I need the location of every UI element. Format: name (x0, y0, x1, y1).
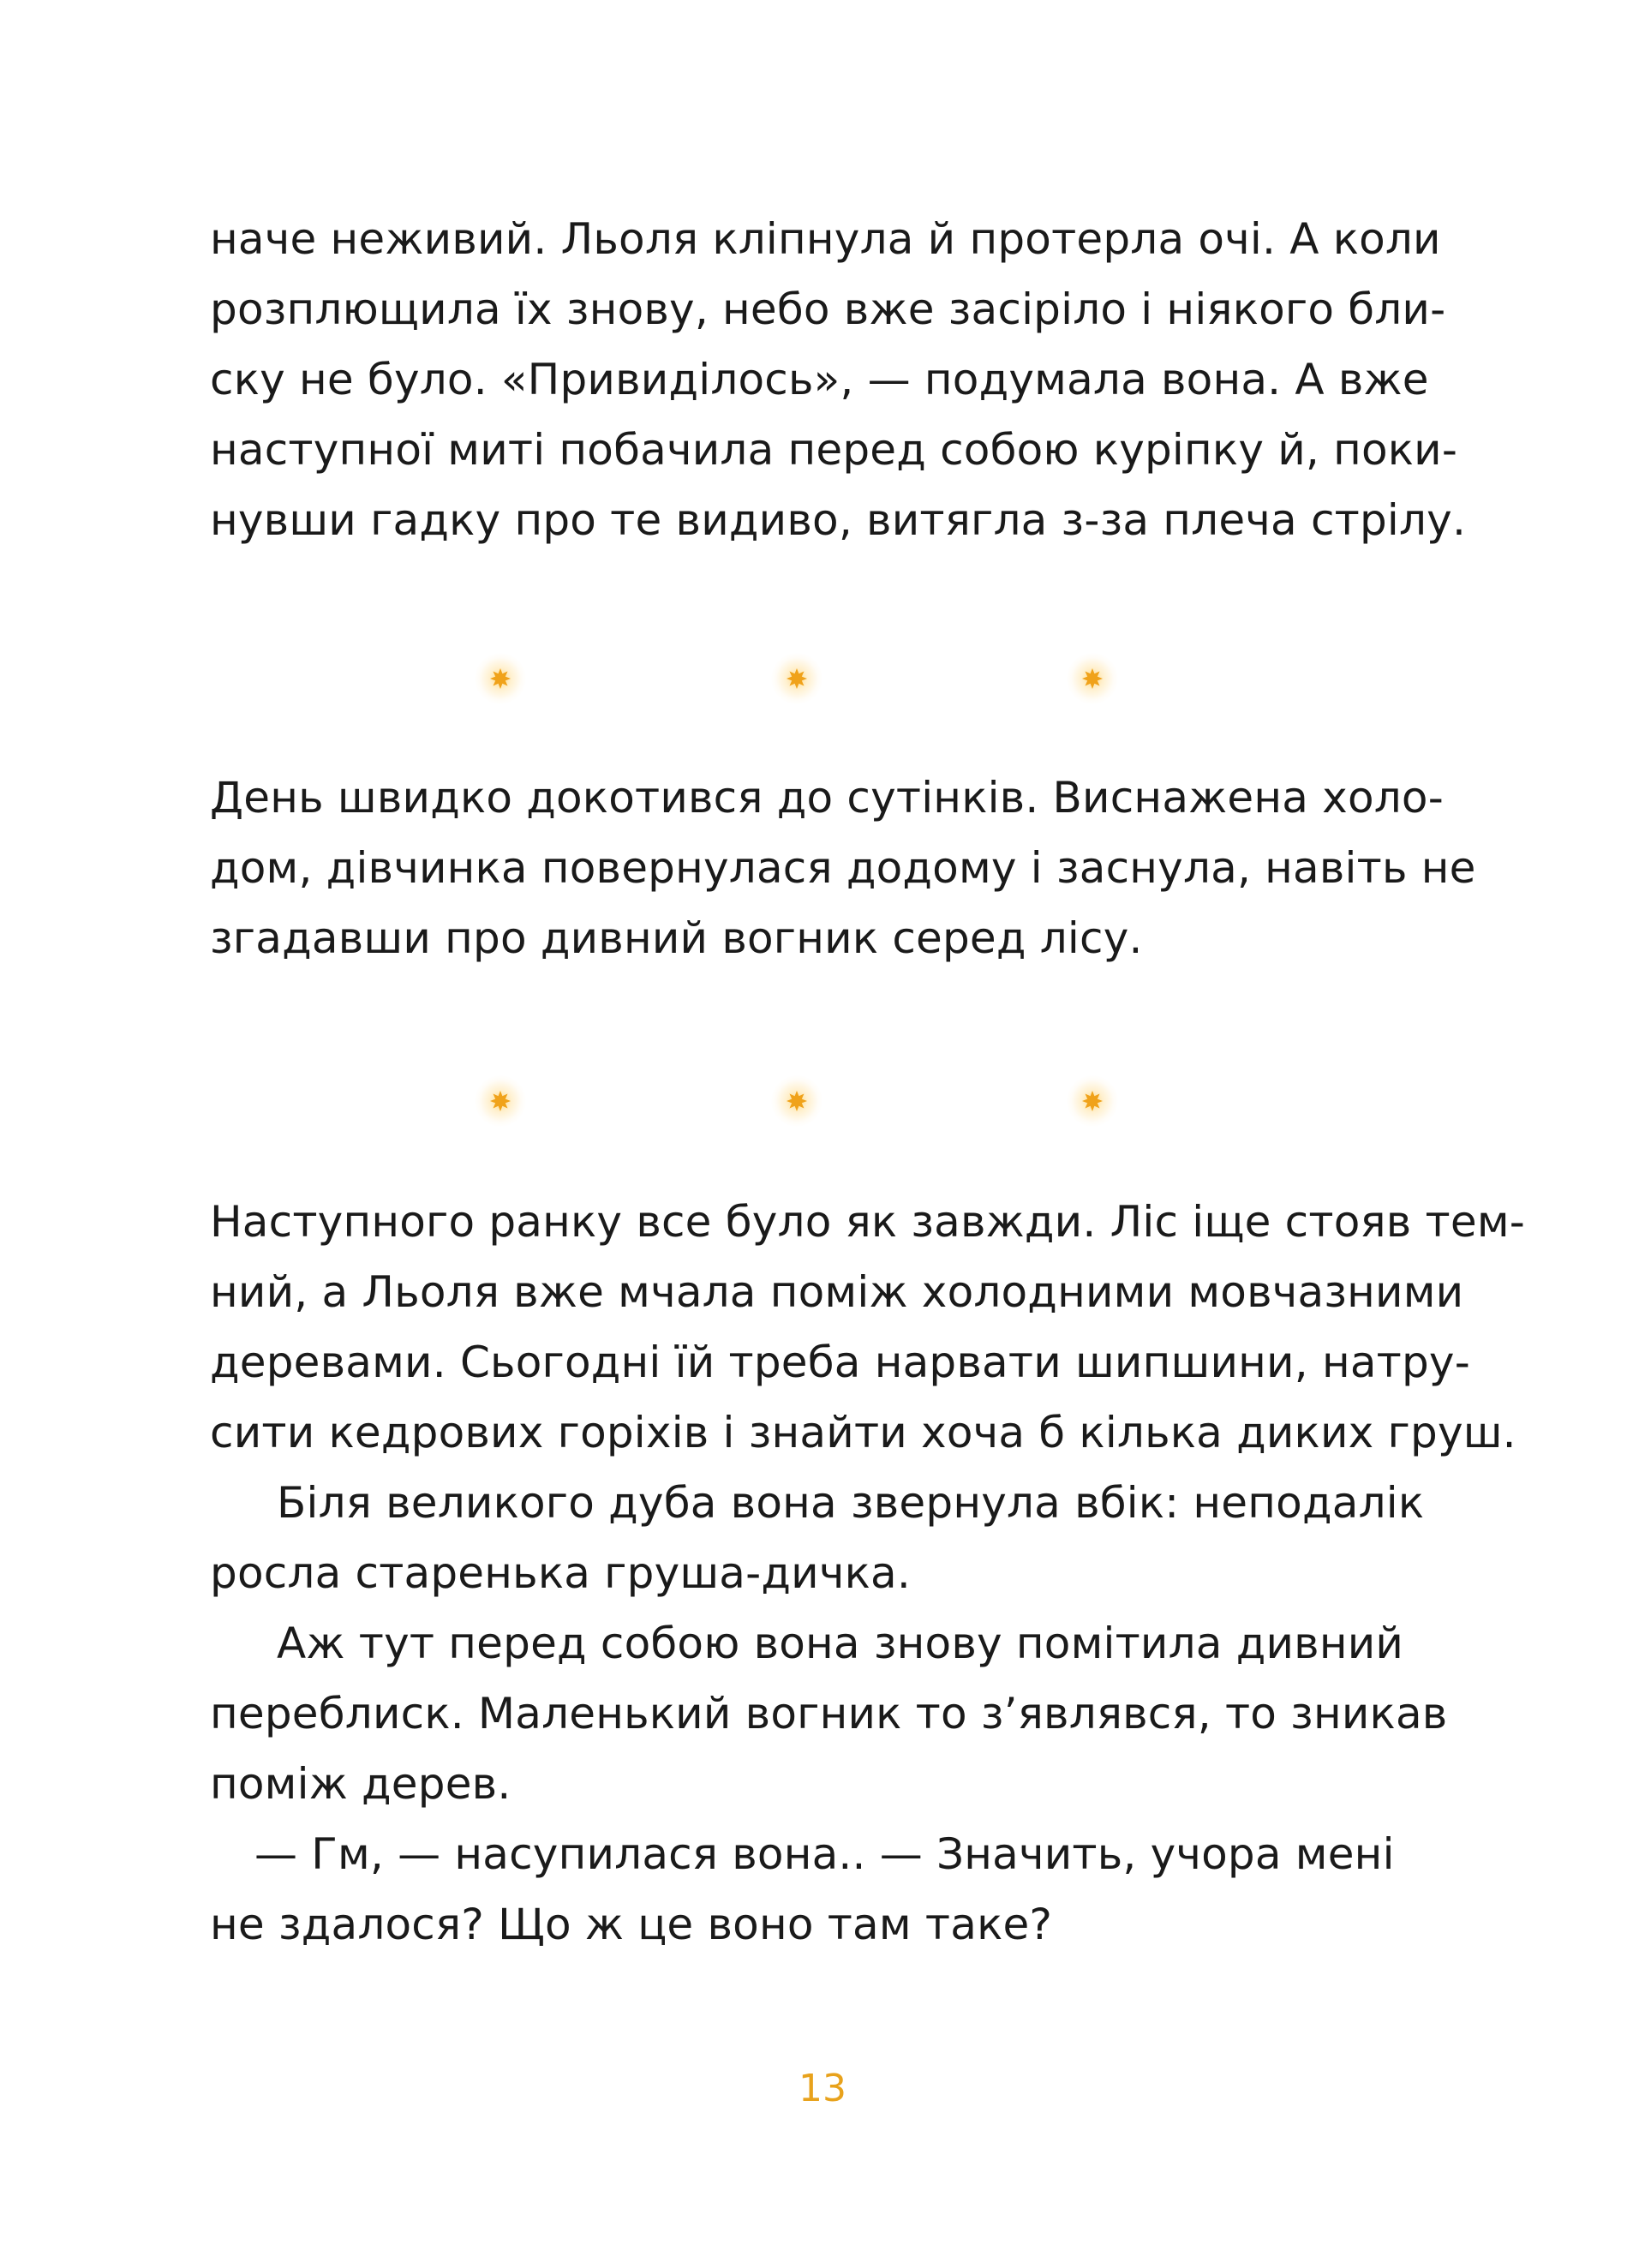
sparkle-icon (475, 653, 526, 704)
text-line: нувши гадку про те видиво, витягла з-за плеча стрілу. (210, 495, 1467, 545)
text-line: Наступного ранку все було як завжди. Ліс іще стояв тем- (210, 1197, 1525, 1247)
sparkle-icon (1067, 653, 1118, 704)
paragraph-block-2 (210, 763, 1476, 973)
text-line: наче неживий. Льоля кліпнула й протерла очі. А коли (210, 214, 1441, 264)
text-line: наступної миті побачила перед собою куріпку й, поки- (210, 425, 1458, 475)
sparkle-icon (475, 1075, 526, 1127)
sparkle-icon (771, 653, 822, 704)
section-divider (0, 1075, 1645, 1127)
page-number: 13 (799, 2067, 846, 2110)
paragraph-block-3 (210, 1187, 1525, 1960)
text-line: — Гм, — насупилася вона.. — Значить, учора мені (254, 1829, 1395, 1879)
text-line: ску не було. «Привиділось», — подумала вона. А вже (210, 355, 1429, 404)
text-line: День швидко докотився до сутінків. Виснажена холо- (210, 773, 1444, 823)
text-line: дом, дівчинка повернулася додому і заснула, навіть не (210, 843, 1476, 893)
text-line: згадавши про дивний вогник серед лісу. (210, 913, 1143, 963)
paragraph-block-1 (210, 204, 1467, 555)
text-line: розплющила їх знову, небо вже засіріло і ніякого бли- (210, 284, 1446, 334)
text-line: переблиск. Маленький вогник то з’являвся, то зникав (210, 1689, 1448, 1738)
sparkle-icon (1067, 1075, 1118, 1127)
text-line: сити кедрових горіхів і знайти хоча б кілька диких груш. (210, 1408, 1516, 1457)
text-line: деревами. Сьогодні їй треба нарвати шипшини, натру- (210, 1337, 1470, 1387)
section-divider (0, 653, 1645, 704)
text-line: поміж дерев. (210, 1759, 511, 1809)
text-line: росла старенька груша-дичка. (210, 1548, 911, 1598)
text-line: Аж тут перед собою вона знову помітила дивний (277, 1619, 1404, 1668)
text-line: Біля великого дуба вона звернула вбік: неподалік (277, 1478, 1425, 1528)
text-line: не здалося? Що ж це воно там таке? (210, 1900, 1053, 1949)
text-line: ний, а Льоля вже мчала поміж холодними мовчазними (210, 1267, 1464, 1317)
sparkle-icon (771, 1075, 822, 1127)
